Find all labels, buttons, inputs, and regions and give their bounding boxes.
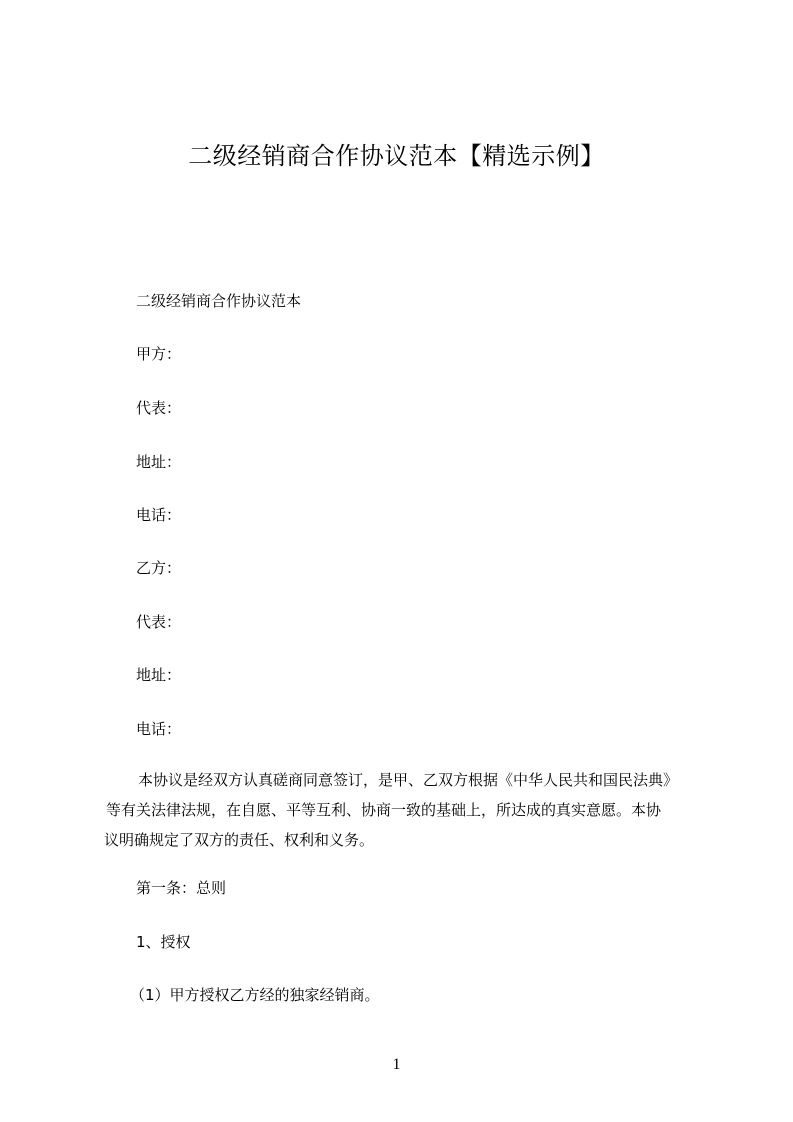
party-a-representative: 代表： xyxy=(136,399,182,417)
intro-line-3: 议明确规定了双方的责任、权利和义务。 xyxy=(104,831,375,849)
party-b-representative: 代表： xyxy=(136,613,182,631)
intro-line-1: 本协议是经双方认真磋商同意签订，是甲、乙双方根据《中华人民共和国民法典》 xyxy=(138,771,679,789)
party-a-address: 地址： xyxy=(136,453,182,471)
party-a-label: 甲方： xyxy=(136,345,182,363)
clause-1: （1）甲方授权乙方经的独家经销商。 xyxy=(130,986,380,1004)
page-number: 1 xyxy=(392,1056,401,1073)
party-a-phone: 电话： xyxy=(136,506,182,524)
article-1-heading: 第一条：总则 xyxy=(136,879,227,897)
document-title: 二级经销商合作协议范本【精选示例】 xyxy=(188,142,605,170)
section-1-heading: 1、授权 xyxy=(136,933,191,951)
party-b-label: 乙方： xyxy=(136,559,182,577)
intro-line-2: 等有关法律法规，在自愿、平等互利、协商一致的基础上，所达成的真实意愿。本协 xyxy=(106,801,662,819)
party-b-address: 地址： xyxy=(136,666,182,684)
agreement-subtitle: 二级经销商合作协议范本 xyxy=(136,292,302,310)
intro-paragraph xyxy=(104,765,720,855)
party-b-phone: 电话： xyxy=(136,720,182,738)
